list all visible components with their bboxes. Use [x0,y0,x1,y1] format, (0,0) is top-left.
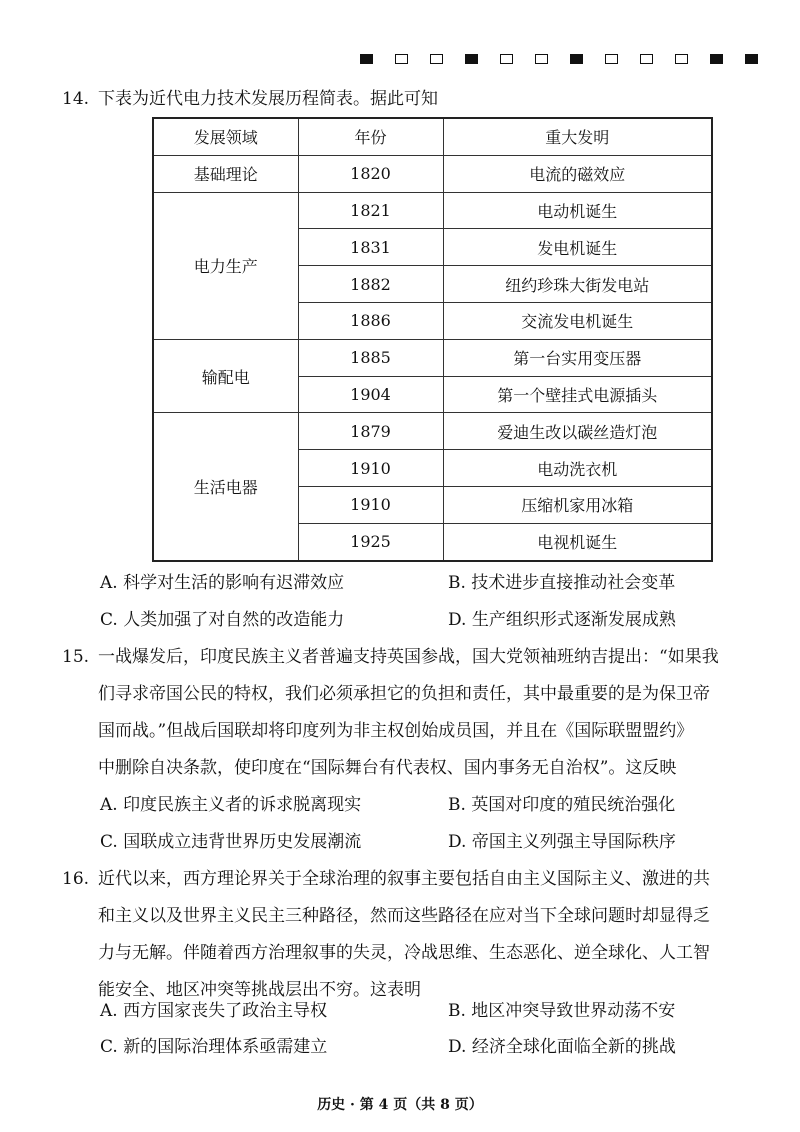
field-cell: 输配电 [153,339,298,413]
option-c: C. 新的国际治理体系亟需建立 [100,1037,328,1057]
invention-cell: 电动洗衣机 [443,450,712,487]
table-header-cell: 重大发明 [443,118,712,155]
option-a: A. 西方国家丧失了政治主导权 [100,1001,328,1021]
question-text-line: 近代以来，西方理论界关于全球治理的叙事主要包括自由主义国际主义、激进的共 [98,869,710,889]
option-a: A. 印度民族主义者的诉求脱离现实 [100,795,362,815]
filled-square-mark [360,54,373,64]
header-marks [360,54,780,64]
question-text-line: 国而战。”但战后国联却将印度列为非主权创始成员国，并且在《国际联盟盟约》 [98,721,694,741]
option-c: C. 国联成立违背世界历史发展潮流 [100,832,362,852]
question-number: 16. [62,869,90,889]
option-b: B. 地区冲突导致世界动荡不安 [448,1001,676,1021]
table-row [153,192,712,229]
option-d: D. 帝国主义列强主导国际秩序 [448,832,676,852]
year-cell: 1821 [298,192,443,229]
invention-cell: 第一个壁挂式电源插头 [443,376,712,413]
table-row [153,413,712,450]
year-cell: 1904 [298,376,443,413]
invention-cell: 压缩机家用冰箱 [443,486,712,523]
table-header-cell: 发展领域 [153,118,298,155]
question-number: 14. [62,89,90,109]
field-cell: 生活电器 [153,413,298,561]
option-a: A. 科学对生活的影响有迟滞效应 [100,573,345,593]
empty-square-mark [675,54,688,64]
filled-square-mark [465,54,478,64]
invention-cell: 电动机诞生 [443,192,712,229]
filled-square-mark [710,54,723,64]
empty-square-mark [640,54,653,64]
invention-cell: 纽约珍珠大街发电站 [443,266,712,303]
question-text-line: 力与无解。伴随着西方治理叙事的失灵，冷战思维、生态恶化、逆全球化、人工智 [98,943,710,963]
invention-cell: 发电机诞生 [443,229,712,266]
field-cell: 电力生产 [153,192,298,339]
question-text-line: 们寻求帝国公民的特权，我们必须承担它的负担和责任，其中最重要的是为保卫帝 [98,684,710,704]
invention-table [152,117,713,562]
filled-square-mark [745,54,758,64]
question-number: 15. [62,647,90,667]
table-header-row [153,118,712,155]
option-d: D. 生产组织形式逐渐发展成熟 [448,610,676,630]
year-cell: 1831 [298,229,443,266]
empty-square-mark [395,54,408,64]
year-cell: 1886 [298,302,443,339]
invention-cell: 交流发电机诞生 [443,302,712,339]
option-c: C. 人类加强了对自然的改造能力 [100,610,345,630]
invention-cell: 电流的磁效应 [443,155,712,192]
year-cell: 1910 [298,486,443,523]
year-cell: 1910 [298,450,443,487]
table-header-cell: 年份 [298,118,443,155]
empty-square-mark [605,54,618,64]
question-text-line: 和主义以及世界主义民主三种路径，然而这些路径在应对当下全球问题时却显得乏 [98,906,710,926]
question-text-line: 能安全、地区冲突等挑战层出不穷。这表明 [98,980,421,1000]
year-cell: 1925 [298,523,443,560]
year-cell: 1882 [298,266,443,303]
table-row [153,339,712,376]
year-cell: 1879 [298,413,443,450]
year-cell: 1820 [298,155,443,192]
question-text-line: 一战爆发后，印度民族主义者普遍支持英国参战，国大党领袖班纳吉提出：“如果我 [98,647,719,667]
table-row [153,155,712,192]
question-text-line: 中删除自决条款，使印度在“国际舞台有代表权、国内事务无自治权”。这反映 [98,758,677,778]
invention-cell: 第一台实用变压器 [443,339,712,376]
empty-square-mark [535,54,548,64]
page-footer: 历史 · 第 4 页（共 8 页） [317,1097,483,1113]
field-cell: 基础理论 [153,155,298,192]
option-d: D. 经济全球化面临全新的挑战 [448,1037,676,1057]
question-14-stem [62,88,752,110]
year-cell: 1885 [298,339,443,376]
question-text: 下表为近代电力技术发展历程简表。据此可知 [98,89,438,109]
empty-square-mark [430,54,443,64]
option-b: B. 技术进步直接推动社会变革 [448,573,676,593]
invention-cell: 电视机诞生 [443,523,712,560]
empty-square-mark [500,54,513,64]
filled-square-mark [570,54,583,64]
invention-cell: 爱迪生改以碳丝造灯泡 [443,413,712,450]
option-b: B. 英国对印度的殖民统治强化 [448,795,676,815]
